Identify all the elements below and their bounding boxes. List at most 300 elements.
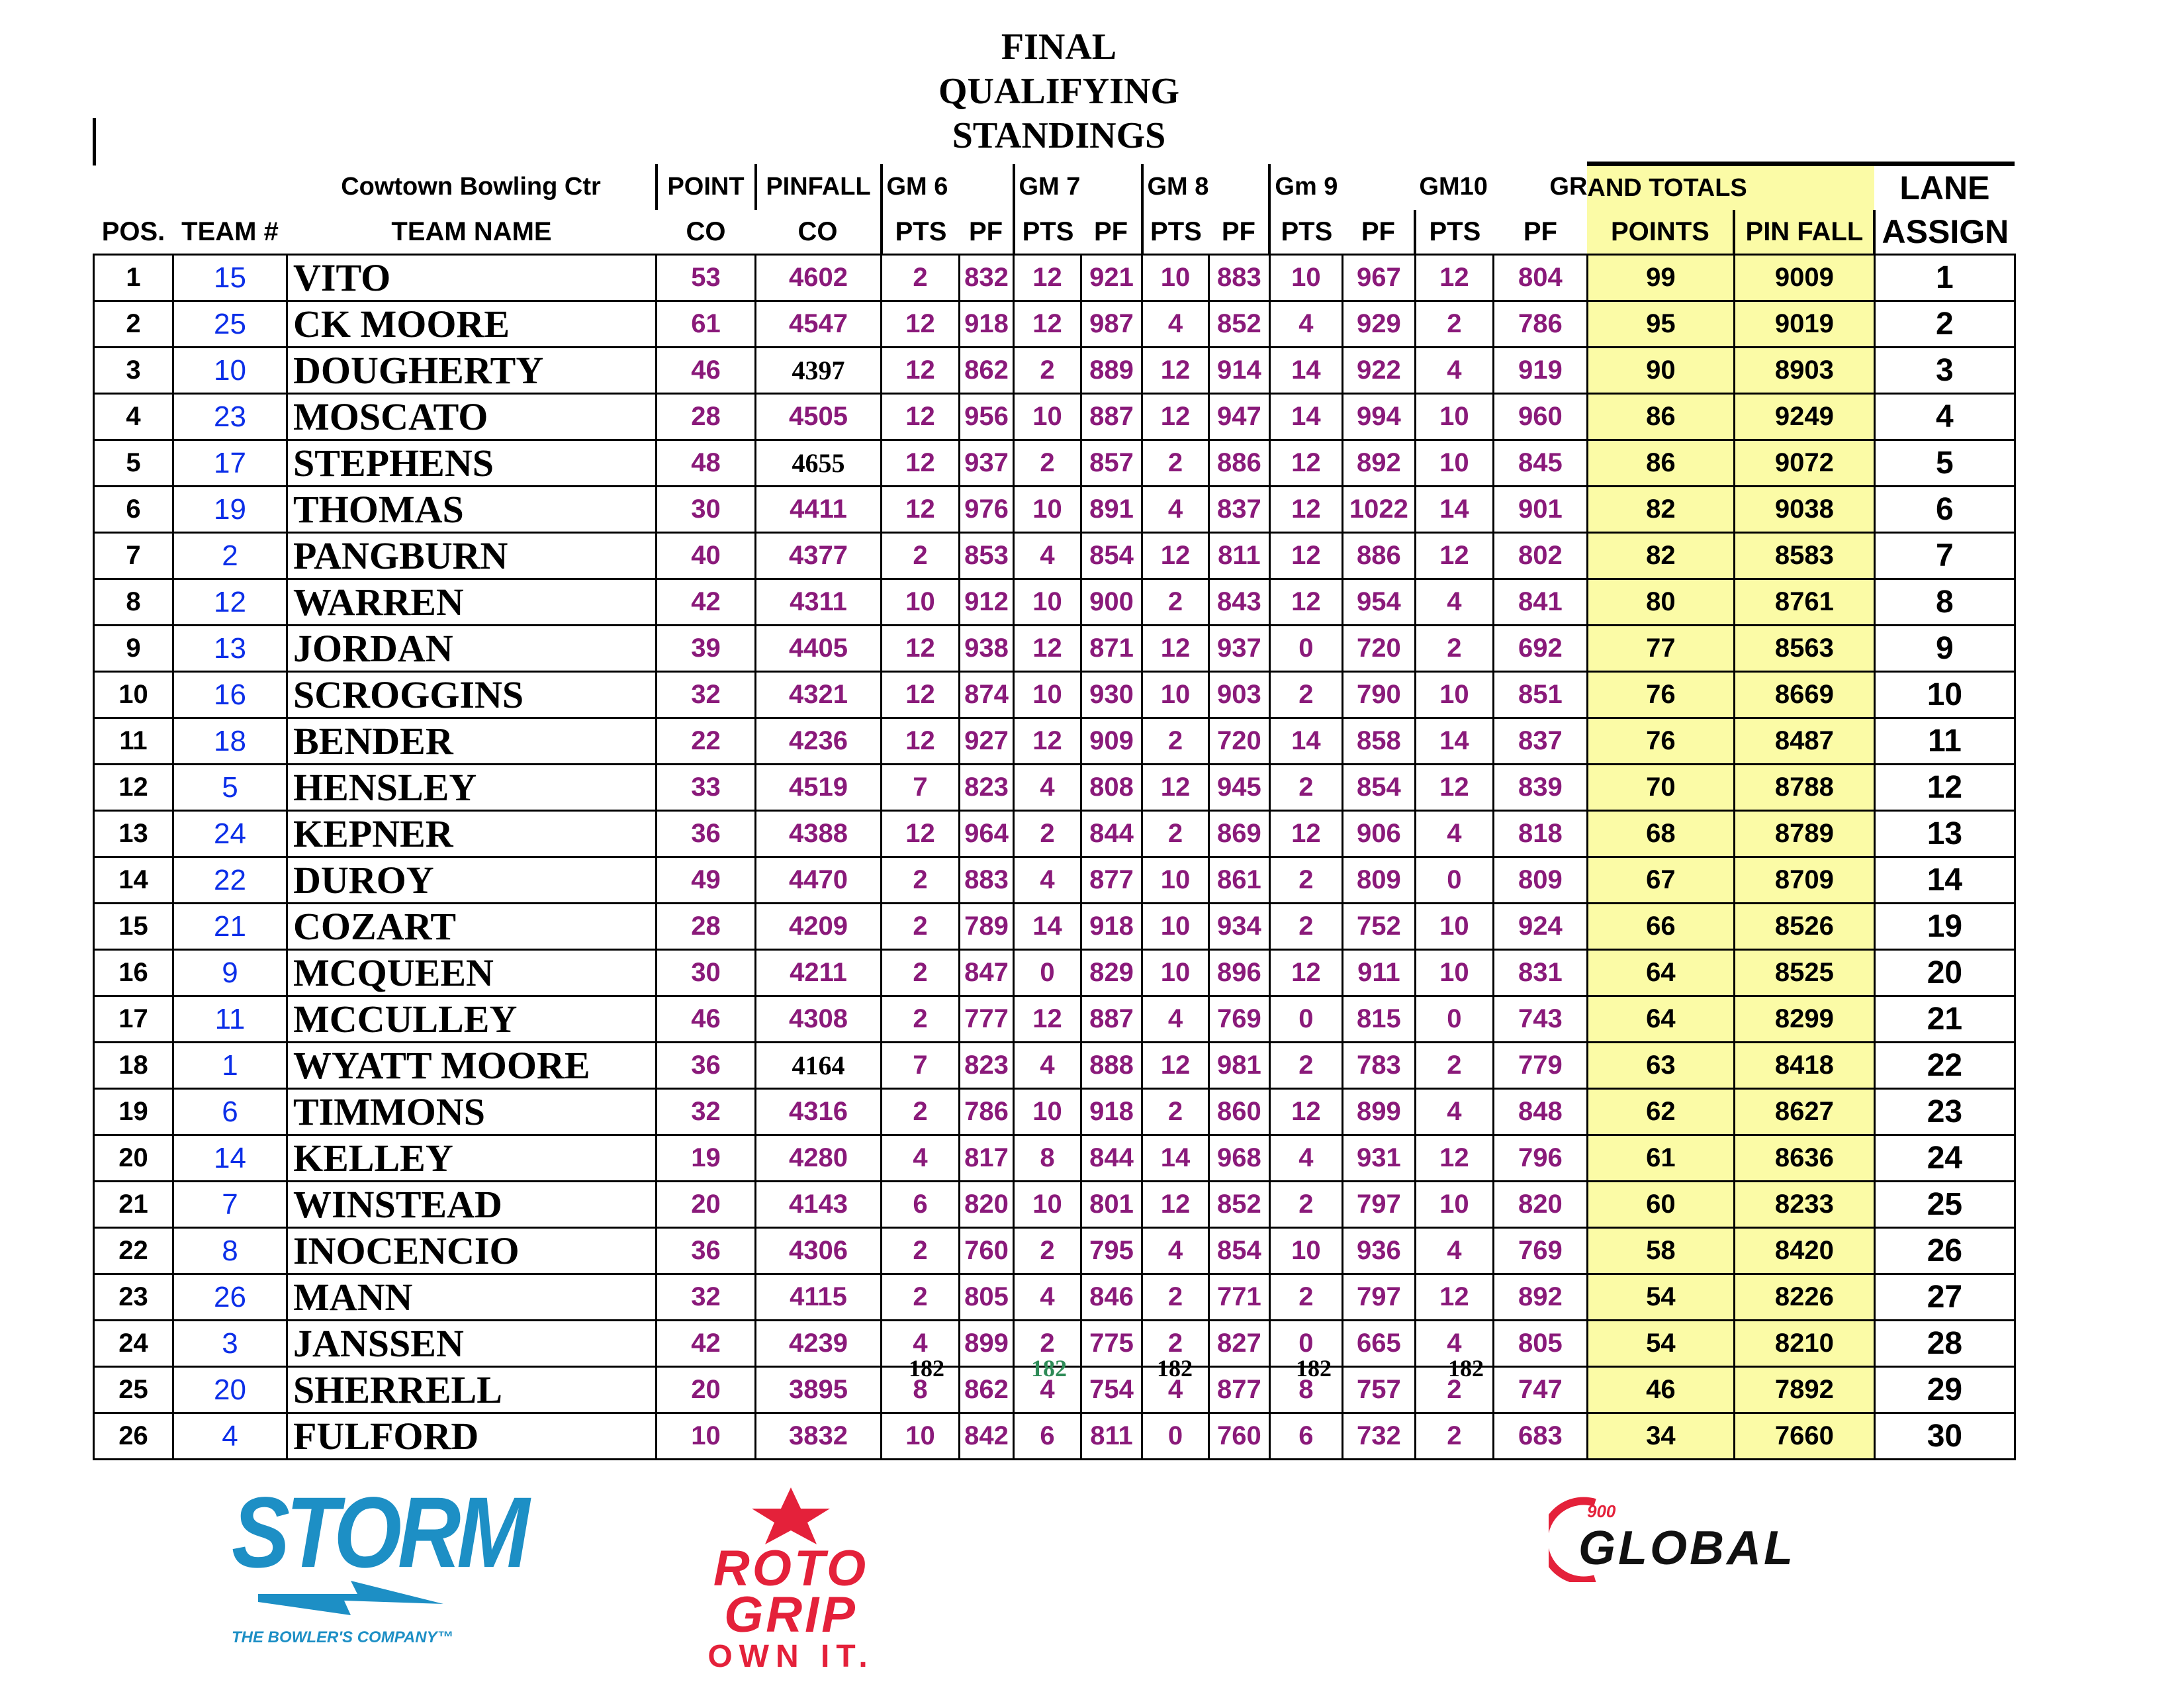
gm10-pf: 805	[1493, 1321, 1587, 1367]
gm8-pf: 886	[1208, 440, 1269, 487]
lane-assign: 24	[1874, 1135, 2015, 1182]
gm7-pts: 12	[1014, 301, 1081, 348]
total-pinfall: 9072	[1734, 440, 1874, 487]
gm9-pf: 783	[1342, 1043, 1415, 1089]
game-total-gm10: 182	[1448, 1355, 1484, 1382]
pos: 8	[94, 579, 173, 626]
gm10-pf: 683	[1493, 1413, 1587, 1460]
title-line-3: STANDINGS	[952, 115, 1166, 156]
gm7-pf: 871	[1081, 626, 1142, 672]
gm10-pts: 12	[1415, 255, 1493, 301]
table-row	[94, 1135, 2015, 1182]
total-points: 64	[1587, 996, 1734, 1043]
gm7-pf: 811	[1081, 1413, 1142, 1460]
gm6-pf: 842	[960, 1413, 1014, 1460]
header-pf: PF	[1523, 216, 1557, 246]
lane-assign: 29	[1874, 1367, 2015, 1413]
gm10-pf: 743	[1493, 996, 1587, 1043]
lane-assign: 21	[1874, 996, 2015, 1043]
point-co: 19	[657, 1135, 756, 1182]
gm7-pf: 888	[1081, 1043, 1142, 1089]
gm7-pts: 12	[1014, 996, 1081, 1043]
point-co: 46	[657, 348, 756, 394]
gm8-pts: 4	[1142, 1228, 1209, 1274]
gm7-pf: 795	[1081, 1228, 1142, 1274]
total-pinfall: 8418	[1734, 1043, 1874, 1089]
team-number: 9	[173, 950, 287, 996]
header-pf: PF	[1093, 216, 1128, 246]
gm10-pf: 769	[1493, 1228, 1587, 1274]
gm6-pts: 10	[882, 579, 960, 626]
gm7-pf: 900	[1081, 579, 1142, 626]
gm6-pf: 832	[960, 255, 1014, 301]
venue-label: Cowtown Bowling Ctr	[341, 172, 601, 201]
gm8-pf: 947	[1208, 394, 1269, 440]
gm7-pf: 887	[1081, 394, 1142, 440]
pos: 9	[94, 626, 173, 672]
gm10-pts: 14	[1415, 487, 1493, 533]
gm6-pts: 2	[882, 1228, 960, 1274]
point-co: 36	[657, 811, 756, 857]
team-number: 5	[173, 765, 287, 811]
gm8-pts: 2	[1142, 440, 1209, 487]
gm8-pf: 981	[1208, 1043, 1269, 1089]
header-point: POINT	[657, 164, 756, 211]
storm-wordmark: STORM	[232, 1476, 526, 1589]
gm7-pf: 844	[1081, 1135, 1142, 1182]
star-icon	[748, 1486, 834, 1546]
gm9-pf: 886	[1342, 533, 1415, 579]
gm6-pf: 862	[960, 1367, 1014, 1413]
gm8-pf: 914	[1208, 348, 1269, 394]
pos: 11	[94, 718, 173, 765]
gm9-pts: 2	[1269, 1274, 1342, 1321]
table-row	[94, 718, 2015, 765]
pinfall-co: 4164	[756, 1043, 882, 1089]
gm8-pf: 837	[1208, 487, 1269, 533]
pos: 18	[94, 1043, 173, 1089]
header-lane: LANE	[1874, 164, 2015, 211]
gm6-pf: 823	[960, 765, 1014, 811]
gm8-pts: 12	[1142, 394, 1209, 440]
gm10-pts: 10	[1415, 950, 1493, 996]
gm6-pts: 2	[882, 996, 960, 1043]
pos: 24	[94, 1321, 173, 1367]
gm10-pf: 796	[1493, 1135, 1587, 1182]
total-pinfall: 8583	[1734, 533, 1874, 579]
gm8-pf: 852	[1208, 1182, 1269, 1228]
gm10-pf: 837	[1493, 718, 1587, 765]
table-row	[94, 1228, 2015, 1274]
table-row	[94, 950, 2015, 996]
gm10-pts: 0	[1415, 996, 1493, 1043]
point-co: 39	[657, 626, 756, 672]
team-name: THOMAS	[287, 487, 657, 533]
gm9-pf: 720	[1342, 626, 1415, 672]
pinfall-co: 4306	[756, 1228, 882, 1274]
table-row	[94, 255, 2015, 301]
gm9-pts: 2	[1269, 672, 1342, 718]
gm7-pts: 4	[1014, 1043, 1081, 1089]
pos: 1	[94, 255, 173, 301]
gm8-pts: 4	[1142, 996, 1209, 1043]
storm-tagline: THE BOWLER'S COMPANY™	[232, 1628, 453, 1646]
gm9-pf: 797	[1342, 1274, 1415, 1321]
team-name: DOUGHERTY	[287, 348, 657, 394]
team-number: 14	[173, 1135, 287, 1182]
pos: 22	[94, 1228, 173, 1274]
gm8-pf: 760	[1208, 1413, 1269, 1460]
point-co: 36	[657, 1043, 756, 1089]
total-points: 61	[1587, 1135, 1734, 1182]
gm9-pts: 10	[1269, 1228, 1342, 1274]
gm10-pf: 892	[1493, 1274, 1587, 1321]
gm9-pf: 732	[1342, 1413, 1415, 1460]
grip-wordmark: GRIP	[724, 1587, 858, 1643]
gm6-pf: 847	[960, 950, 1014, 996]
gm10-pts: 2	[1415, 1043, 1493, 1089]
gm10-pf: 851	[1493, 672, 1587, 718]
team-name: BENDER	[287, 718, 657, 765]
team-name: SHERRELL	[287, 1367, 657, 1413]
pinfall-co: 4377	[756, 533, 882, 579]
gm6-pf: 853	[960, 533, 1014, 579]
gm8-pts: 14	[1142, 1135, 1209, 1182]
team-name: WARREN	[287, 579, 657, 626]
gm6-pts: 10	[882, 1413, 960, 1460]
lane-assign: 25	[1874, 1182, 2015, 1228]
gm9-pf: 1022	[1342, 487, 1415, 533]
gm10-pts: 2	[1415, 301, 1493, 348]
pinfall-co: 4280	[756, 1135, 882, 1182]
game-total-gm9: 182	[1296, 1355, 1332, 1382]
total-pinfall: 8788	[1734, 765, 1874, 811]
team-number: 19	[173, 487, 287, 533]
header-co-2: CO	[797, 216, 838, 246]
pos: 23	[94, 1274, 173, 1321]
title-line-2: QUALIFYING	[938, 71, 1180, 112]
team-name: MOSCATO	[287, 394, 657, 440]
table-row	[94, 394, 2015, 440]
gm9-pf: 809	[1342, 857, 1415, 904]
point-co: 20	[657, 1367, 756, 1413]
total-points: 54	[1587, 1274, 1734, 1321]
gm7-pts: 4	[1014, 857, 1081, 904]
total-pinfall: 8526	[1734, 904, 1874, 950]
gm8-pf: 860	[1208, 1089, 1269, 1135]
gm6-pts: 2	[882, 1274, 960, 1321]
gm6-pts: 12	[882, 718, 960, 765]
gm10-pf: 848	[1493, 1089, 1587, 1135]
pinfall-co: 4209	[756, 904, 882, 950]
gm7-pf: 844	[1081, 811, 1142, 857]
standings-table	[93, 162, 2016, 1460]
gm9-pts: 4	[1269, 1135, 1342, 1182]
lane-assign: 27	[1874, 1274, 2015, 1321]
pos: 6	[94, 487, 173, 533]
point-co: 22	[657, 718, 756, 765]
total-pinfall: 8627	[1734, 1089, 1874, 1135]
gm9-pts: 0	[1269, 626, 1342, 672]
global-wordmark: GLOBAL	[1578, 1522, 1796, 1575]
point-co: 28	[657, 904, 756, 950]
gm6-pf: 956	[960, 394, 1014, 440]
total-pinfall: 8226	[1734, 1274, 1874, 1321]
header-pf: PF	[1221, 216, 1255, 246]
gm10-pf: 924	[1493, 904, 1587, 950]
gm8-pts: 10	[1142, 672, 1209, 718]
gm6-pf: 874	[960, 672, 1014, 718]
gm10-pf: 960	[1493, 394, 1587, 440]
header-pf: PF	[1361, 216, 1395, 246]
team-number: 4	[173, 1413, 287, 1460]
team-name: COZART	[287, 904, 657, 950]
gm8-pts: 10	[1142, 857, 1209, 904]
team-name: FULFORD	[287, 1413, 657, 1460]
total-pinfall: 9019	[1734, 301, 1874, 348]
total-points: 86	[1587, 394, 1734, 440]
gm9-pts: 12	[1269, 950, 1342, 996]
gm6-pf: 786	[960, 1089, 1014, 1135]
total-points: 34	[1587, 1413, 1734, 1460]
team-name: SCROGGINS	[287, 672, 657, 718]
table-row	[94, 765, 2015, 811]
global-number: 900	[1587, 1501, 1616, 1521]
gm6-pts: 12	[882, 440, 960, 487]
team-number: 23	[173, 394, 287, 440]
gm8-pf: 827	[1208, 1321, 1269, 1367]
gm10-pts: 4	[1415, 811, 1493, 857]
gm6-pts: 2	[882, 857, 960, 904]
gm7-pf: 987	[1081, 301, 1142, 348]
point-co: 33	[657, 765, 756, 811]
table-row	[94, 348, 2015, 394]
gm8-pts: 2	[1142, 1321, 1209, 1367]
gm8-pts: 10	[1142, 904, 1209, 950]
pos: 17	[94, 996, 173, 1043]
team-number: 21	[173, 904, 287, 950]
gm10-pts: 2	[1415, 1367, 1493, 1413]
header-pinfall: PINFALL	[756, 164, 882, 211]
total-pinfall: 7660	[1734, 1413, 1874, 1460]
total-points: 67	[1587, 857, 1734, 904]
lane-assign: 20	[1874, 950, 2015, 996]
team-number: 10	[173, 348, 287, 394]
gm9-pts: 12	[1269, 487, 1342, 533]
total-pinfall: 8525	[1734, 950, 1874, 996]
table-row	[94, 1089, 2015, 1135]
header-gm6: GM 6	[882, 164, 960, 211]
gm7-pf: 918	[1081, 1089, 1142, 1135]
gm8-pts: 10	[1142, 255, 1209, 301]
point-co: 10	[657, 1413, 756, 1460]
lane-assign: 6	[1874, 487, 2015, 533]
gm7-pf: 846	[1081, 1274, 1142, 1321]
gm10-pts: 10	[1415, 1182, 1493, 1228]
gm10-pf: 841	[1493, 579, 1587, 626]
gm6-pts: 2	[882, 255, 960, 301]
table-row	[94, 811, 2015, 857]
gm8-pf: 896	[1208, 950, 1269, 996]
gm10-pts: 12	[1415, 1135, 1493, 1182]
total-points: 70	[1587, 765, 1734, 811]
gm8-pf: 769	[1208, 996, 1269, 1043]
team-name: TIMMONS	[287, 1089, 657, 1135]
pinfall-co: 4115	[756, 1274, 882, 1321]
gm7-pf: 857	[1081, 440, 1142, 487]
gm10-pf: 818	[1493, 811, 1587, 857]
gm6-pts: 12	[882, 672, 960, 718]
pinfall-co: 3895	[756, 1367, 882, 1413]
total-pinfall: 8669	[1734, 672, 1874, 718]
table-row	[94, 626, 2015, 672]
gm8-pf: 720	[1208, 718, 1269, 765]
gm6-pts: 2	[882, 1089, 960, 1135]
header-gm8: GM 8	[1142, 164, 1209, 211]
team-number: 11	[173, 996, 287, 1043]
team-number: 25	[173, 301, 287, 348]
gm8-pf: 903	[1208, 672, 1269, 718]
gm8-pts: 12	[1142, 348, 1209, 394]
point-co: 48	[657, 440, 756, 487]
gm6-pf: 918	[960, 301, 1014, 348]
total-points: 99	[1587, 255, 1734, 301]
gm6-pf: 912	[960, 579, 1014, 626]
gm9-pf: 922	[1342, 348, 1415, 394]
gm10-pf: 839	[1493, 765, 1587, 811]
gm8-pf: 945	[1208, 765, 1269, 811]
team-number: 26	[173, 1274, 287, 1321]
pinfall-co: 4547	[756, 301, 882, 348]
gm7-pf: 891	[1081, 487, 1142, 533]
total-points: 77	[1587, 626, 1734, 672]
gm9-pf: 936	[1342, 1228, 1415, 1274]
gm7-pts: 2	[1014, 348, 1081, 394]
gm9-pts: 8	[1269, 1367, 1342, 1413]
gm7-pf: 754	[1081, 1367, 1142, 1413]
total-pinfall: 8299	[1734, 996, 1874, 1043]
header-pts: PTS	[882, 210, 960, 255]
gm6-pts: 4	[882, 1321, 960, 1367]
point-co: 40	[657, 533, 756, 579]
gm9-pf: 954	[1342, 579, 1415, 626]
lane-assign: 2	[1874, 301, 2015, 348]
pinfall-co: 4308	[756, 996, 882, 1043]
gm9-pts: 2	[1269, 1043, 1342, 1089]
total-points: 58	[1587, 1228, 1734, 1274]
point-co: 28	[657, 394, 756, 440]
lane-assign: 1	[1874, 255, 2015, 301]
header-pts: PTS	[1142, 210, 1209, 255]
gm7-pts: 8	[1014, 1135, 1081, 1182]
total-pinfall: 9009	[1734, 255, 1874, 301]
pinfall-co: 4470	[756, 857, 882, 904]
gm10-pf: 779	[1493, 1043, 1587, 1089]
gm6-pf: 823	[960, 1043, 1014, 1089]
gm9-pts: 0	[1269, 1321, 1342, 1367]
team-name: VITO	[287, 255, 657, 301]
team-name: INOCENCIO	[287, 1228, 657, 1274]
gm10-pts: 2	[1415, 1413, 1493, 1460]
gm9-pf: 815	[1342, 996, 1415, 1043]
table-row	[94, 1274, 2015, 1321]
point-co: 42	[657, 579, 756, 626]
gm7-pf: 930	[1081, 672, 1142, 718]
gm7-pf: 829	[1081, 950, 1142, 996]
header-gm9: Gm 9	[1269, 164, 1342, 211]
gm8-pf: 854	[1208, 1228, 1269, 1274]
table-row	[94, 487, 2015, 533]
gm8-pf: 883	[1208, 255, 1269, 301]
gm9-pts: 14	[1269, 718, 1342, 765]
total-pinfall: 8903	[1734, 348, 1874, 394]
gm7-pf: 889	[1081, 348, 1142, 394]
gm6-pf: 938	[960, 626, 1014, 672]
team-name: WINSTEAD	[287, 1182, 657, 1228]
total-pinfall: 8487	[1734, 718, 1874, 765]
gm7-pts: 10	[1014, 1089, 1081, 1135]
lane-assign: 9	[1874, 626, 2015, 672]
gm10-pts: 4	[1415, 1321, 1493, 1367]
total-pinfall: 8709	[1734, 857, 1874, 904]
total-points: 62	[1587, 1089, 1734, 1135]
table-row	[94, 440, 2015, 487]
gm9-pts: 12	[1269, 1089, 1342, 1135]
gm7-pts: 12	[1014, 718, 1081, 765]
pos: 14	[94, 857, 173, 904]
gm6-pts: 2	[882, 904, 960, 950]
gm8-pts: 12	[1142, 626, 1209, 672]
gm6-pf: 883	[960, 857, 1014, 904]
pos: 7	[94, 533, 173, 579]
gm9-pf: 665	[1342, 1321, 1415, 1367]
gm8-pts: 2	[1142, 1274, 1209, 1321]
gm6-pts: 12	[882, 301, 960, 348]
gm9-pts: 2	[1269, 857, 1342, 904]
gm10-pts: 12	[1415, 1274, 1493, 1321]
gm8-pf: 869	[1208, 811, 1269, 857]
gm6-pts: 7	[882, 765, 960, 811]
team-number: 7	[173, 1182, 287, 1228]
team-number: 2	[173, 533, 287, 579]
team-number: 1	[173, 1043, 287, 1089]
lane-assign: 14	[1874, 857, 2015, 904]
gm9-pf: 790	[1342, 672, 1415, 718]
gm7-pts: 14	[1014, 904, 1081, 950]
team-name: DUROY	[287, 857, 657, 904]
table-row	[94, 996, 2015, 1043]
gm8-pts: 2	[1142, 579, 1209, 626]
point-co: 30	[657, 950, 756, 996]
gm7-pf: 801	[1081, 1182, 1142, 1228]
gm9-pts: 12	[1269, 811, 1342, 857]
header-co-1: CO	[686, 216, 726, 246]
lane-assign: 30	[1874, 1413, 2015, 1460]
pinfall-co: 4321	[756, 672, 882, 718]
total-points: 68	[1587, 811, 1734, 857]
gm8-pts: 12	[1142, 533, 1209, 579]
gm10-pts: 10	[1415, 904, 1493, 950]
gm6-pts: 7	[882, 1043, 960, 1089]
total-points: 95	[1587, 301, 1734, 348]
gm7-pts: 2	[1014, 811, 1081, 857]
pinfall-co: 4405	[756, 626, 882, 672]
total-points: 60	[1587, 1182, 1734, 1228]
gm8-pf: 771	[1208, 1274, 1269, 1321]
gm6-pf: 927	[960, 718, 1014, 765]
game-total-gm8: 182	[1157, 1355, 1193, 1382]
lane-assign: 26	[1874, 1228, 2015, 1274]
